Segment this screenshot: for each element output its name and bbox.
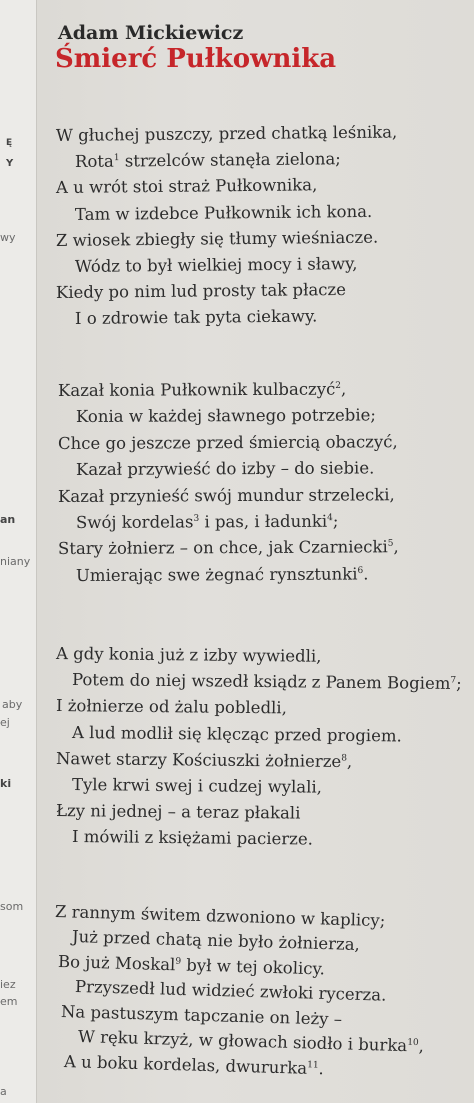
poem-line (61, 1002, 343, 1029)
poem-line (56, 176, 317, 198)
footnote-marker: 11 (307, 1060, 319, 1071)
poem-line (64, 1052, 324, 1078)
line-text: , (346, 751, 353, 771)
line-text: Wódz to był wielkiej mocy i sławy, (74, 254, 358, 276)
poem-line (71, 927, 359, 954)
line-text: Nawet starzy Kościuszki żołnierze (55, 748, 342, 771)
poem-line (72, 775, 322, 797)
poem-line (56, 749, 352, 771)
line-text: Stary żołnierz – on chce, jak Czarniecki (57, 537, 388, 559)
line-text: Tyle krwi swej i cudzej wylali, (71, 775, 323, 797)
margin-note: Y (6, 158, 14, 169)
margin-note: iez (0, 978, 16, 991)
poem-line (75, 201, 372, 223)
poem-line (58, 379, 346, 400)
margin-note: niany (0, 555, 31, 568)
line-text: A lud modlił się klęcząc przed progiem. (71, 722, 402, 746)
margin-column (0, 0, 37, 1103)
line-text: Kazał przywieść do izby – do siebie. (75, 458, 375, 480)
footnote-marker: 8 (341, 753, 348, 764)
line-text: Umierając swe żegnać rynsztunki (75, 564, 358, 585)
line-text: , (340, 379, 347, 399)
margin-note: em (0, 995, 18, 1008)
poem-line (56, 280, 346, 302)
line-text: i pas, i ładunki (199, 511, 328, 532)
footnote-marker: 10 (406, 1037, 419, 1049)
poem-line (72, 723, 402, 745)
poem-title: Śmierć Pułkownika (55, 44, 337, 74)
poem-line (56, 122, 397, 145)
poem-line (76, 512, 339, 532)
footnote-marker: 1 (113, 153, 120, 164)
poem-line (58, 485, 395, 506)
line-text: . (363, 564, 369, 584)
margin-note: som (0, 900, 24, 913)
poem-line (76, 459, 374, 480)
margin-note: ej (0, 716, 10, 729)
line-text: Z rannym świtem dzwoniono w kaplicy; (54, 902, 386, 931)
footnote-marker: 9 (175, 956, 182, 967)
poem-line (75, 254, 358, 276)
line-text: Kazał konia Pułkownik kulbaczyć (57, 379, 336, 400)
poem-line (58, 952, 325, 978)
margin-note: an (0, 513, 16, 526)
line-text: strzelców stanęła zielona; (119, 149, 341, 171)
line-text: Chce go jeszcze przed śmiercią obaczyć, (57, 432, 398, 453)
margin-note: ki (0, 777, 12, 790)
line-text: Z wiosek zbiegły się tłumy wieśniacze. (55, 227, 379, 250)
line-text: ; (456, 674, 462, 694)
line-text: W głuchej puszczy, przed chatką leśnika, (55, 122, 398, 145)
line-text: W ręku krzyż, w głowach siodło i burka (77, 1027, 407, 1056)
line-text: Potem do niej wszedł ksiądz z Panem Bogiem (71, 670, 451, 694)
poem-line (58, 538, 399, 559)
line-text: I o zdrowie tak pyta ciekawy. (74, 306, 318, 329)
poem-line (75, 307, 318, 329)
line-text: Swój kordelas (75, 512, 194, 532)
margin-note: a (0, 1085, 7, 1098)
line-text: A u boku kordelas, dwururka (63, 1052, 308, 1078)
line-text: Konia w każdej sławnego potrzebie; (75, 405, 376, 427)
margin-note: Ę (6, 138, 13, 148)
line-text: . (318, 1059, 325, 1079)
line-text: Przyszedł lud widzieć zwłoki rycerza. (74, 977, 387, 1005)
line-text: Łzy ni jednej – a teraz płakali (55, 801, 301, 823)
poem-line (76, 406, 376, 427)
poem-line (75, 149, 341, 171)
footnote-marker: 6 (357, 565, 364, 576)
poem-line (56, 696, 287, 717)
line-text: , (393, 537, 399, 557)
margin-note: aby (2, 698, 23, 711)
line-text: A u wrót stoi straż Pułkownika, (55, 175, 318, 198)
poem-line (55, 902, 386, 930)
footnote-marker: 5 (387, 539, 394, 550)
footnote-marker: 4 (327, 513, 333, 524)
poem-line (76, 564, 369, 585)
footnote-marker: 7 (450, 675, 457, 686)
line-text: Kiedy po nim lud prosty tak płacze (55, 280, 347, 303)
line-text: ; (332, 511, 339, 531)
line-text: A gdy konia już z izby wywiedli, (55, 644, 322, 666)
poem-line (72, 827, 313, 849)
poem-line (74, 977, 386, 1005)
footnote-marker: 3 (193, 513, 200, 524)
poem-line (56, 644, 322, 666)
line-text: był w tej okolicy. (180, 955, 326, 979)
footnote-marker: 2 (335, 381, 342, 392)
line-text: Kazał przynieść swój mundur strzelecki, (57, 484, 395, 506)
line-text: Rota (74, 151, 114, 172)
line-text: Tam w izdebce Pułkownik ich kona. (74, 201, 373, 224)
poem-line (77, 1027, 423, 1056)
line-text: I żołnierze od żalu pobledli, (55, 696, 287, 718)
author-name: Adam Mickiewicz (58, 22, 244, 44)
poem-line (56, 801, 301, 823)
margin-note: wy (0, 231, 16, 244)
line-text: , (417, 1036, 424, 1056)
poem-line (56, 227, 378, 249)
poem-line (72, 670, 462, 693)
line-text: Bo już Moskal (57, 952, 176, 975)
poem-line (58, 432, 398, 453)
line-text: I mówili z księżami pacierze. (71, 827, 314, 849)
line-text: Już przed chatą nie było żołnierza, (71, 927, 360, 955)
line-text: Na pastuszym tapczanie on leży – (60, 1002, 343, 1029)
